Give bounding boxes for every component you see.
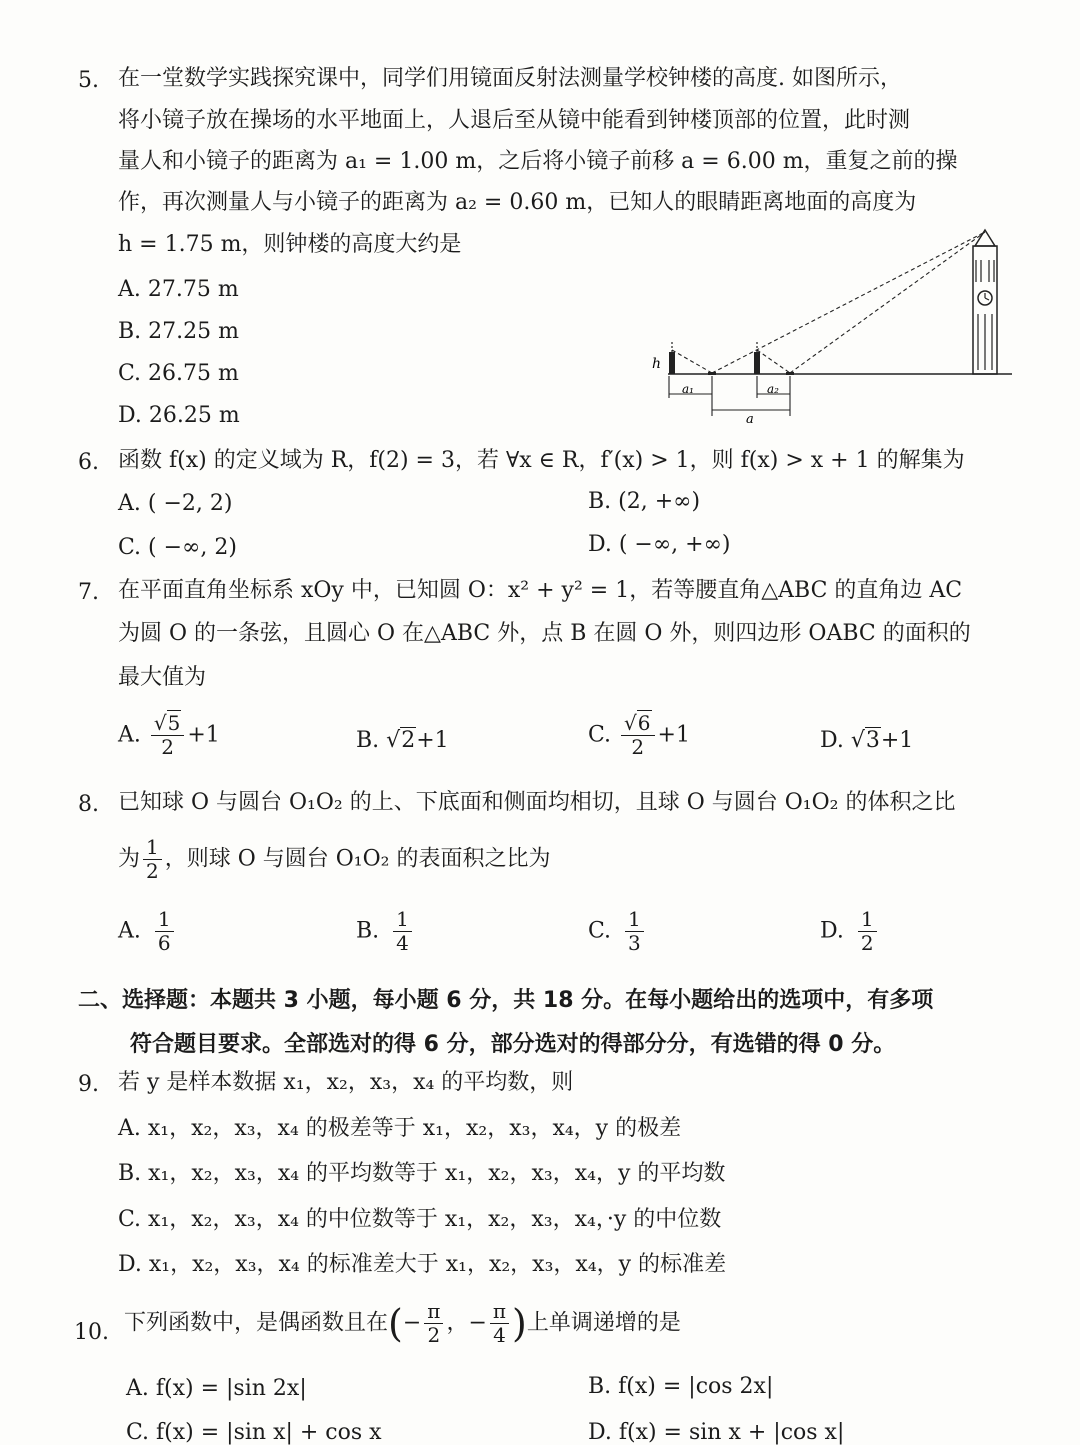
q5-mirror-figure: [640, 222, 1020, 432]
q5-line-3: 量人和小镜子的距离为 a₁ = 1.00 m，之后将小镜子前移 a = 6.00 m，重复之前的操: [118, 149, 958, 174]
person-1-icon: [669, 352, 675, 374]
person-2-icon: [754, 352, 760, 374]
q9-option-b: B. x₁，x₂，x₃，x₄ 的平均数等于 x₁，x₂，x₃，x₄，y 的平均数: [118, 1161, 726, 1186]
label-a: a: [746, 412, 754, 427]
q5-option-b: B. 27.25 m: [118, 319, 239, 344]
q6-option-a: A. ( −2, 2): [118, 491, 233, 516]
q8-line-2: 为 $\frac{1}{2}$ ，则球 O 与圆台 O₁O₂ 的表面积之比为: [118, 835, 551, 883]
q7-line-1: 在平面直角坐标系 xOy 中，已知圆 O：x² + y² = 1，若等腰直角△ABC 的直角边 AC: [118, 578, 963, 603]
q8-option-d: D. $\frac{1}{2}$: [820, 908, 880, 955]
q9-option-c: C. x₁，x₂，x₃，x₄ 的中位数等于 x₁，x₂，x₃，x₄，·y 的中位数: [118, 1207, 722, 1232]
q8-line-1: 已知球 O 与圆台 O₁O₂ 的上、下底面和侧面均相切，且球 O 与圆台 O₁O₂ 的体积之比: [118, 790, 956, 815]
q5-number: 5.: [78, 68, 99, 93]
q5-option-a: A. 27.75 m: [118, 277, 239, 302]
q10-option-a: A. f(x) = |sin 2x|: [126, 1376, 307, 1401]
q8-number: 8.: [78, 792, 99, 817]
q9-number: 9.: [78, 1072, 99, 1097]
q10-option-d: D. f(x) = sin x + |cos x|: [588, 1420, 845, 1445]
q10-option-c: C. f(x) = |sin x| + cos x: [126, 1420, 382, 1445]
q8-option-b: B. $\frac{1}{4}$: [356, 908, 415, 955]
section-2-instructions: 符合题目要求。全部选对的得 6 分，部分选对的得部分分，有选错的得 0 分。: [130, 1032, 896, 1057]
q10-number: 10.: [74, 1320, 109, 1345]
section-2-heading: 二、选择题：本题共 3 小题，每小题 6 分，共 18 分。在每小题给出的选项中，有多项: [78, 988, 934, 1013]
q5-option-d: D. 26.25 m: [118, 403, 240, 428]
q7-line-2: 为圆 O 的一条弦，且圆心 O 在△ABC 外，点 B 在圆 O 外，则四边形 OABC 的面积的: [118, 621, 971, 646]
q10-stem: 下列函数中，是偶函数且在(− $\frac{\pi}{2}$ ，− $\frac{\pi}{4}$ )上单调递增的是: [124, 1299, 681, 1347]
q6-stem: 函数 f(x) 的定义域为 R，f(2) = 3，若 ∀x ∈ R，f′(x) > 1，则 f(x) > x + 1 的解集为: [118, 448, 965, 473]
q7-number: 7.: [78, 580, 99, 605]
q9-stem: 若 y 是样本数据 x₁，x₂，x₃，x₄ 的平均数，则: [118, 1070, 574, 1095]
q7-option-c: C. $\frac{√6}{2}$ +1: [588, 711, 690, 759]
q6-option-d: D. ( −∞, +∞): [588, 532, 731, 557]
q5-line-4: 作，再次测量人与小镜子的距离为 a₂ = 0.60 m，已知人的眼睛距离地面的高度为: [118, 190, 917, 215]
q5-option-c: C. 26.75 m: [118, 361, 239, 386]
q10-option-b: B. f(x) = |cos 2x|: [588, 1374, 774, 1399]
q5-line-1: 在一堂数学实践探究课中，同学们用镜面反射法测量学校钟楼的高度. 如图所示，: [118, 66, 902, 91]
q5-line-5: h = 1.75 m，则钟楼的高度大约是: [118, 232, 462, 257]
q8-option-c: C. $\frac{1}{3}$: [588, 908, 647, 955]
q7-line-3: 最大值为: [118, 665, 207, 690]
q9-option-a: A. x₁，x₂，x₃，x₄ 的极差等于 x₁，x₂，x₃，x₄，y 的极差: [118, 1116, 682, 1141]
q6-option-b: B. (2, +∞): [588, 489, 701, 514]
clock-tower-icon: [973, 230, 997, 374]
label-a1: a₁: [682, 382, 694, 396]
label-a2: a₂: [767, 382, 779, 396]
q7-option-b: B. √2+1: [356, 728, 449, 753]
q7-option-d: D. √3+1: [820, 728, 914, 753]
q9-option-d: D. x₁，x₂，x₃，x₄ 的标准差大于 x₁，x₂，x₃，x₄，y 的标准差: [118, 1252, 727, 1277]
q7-option-a: A. $\frac{√5}{2}$ +1: [118, 711, 220, 759]
q8-option-a: A. $\frac{1}{6}$: [118, 908, 177, 955]
q6-number: 6.: [78, 450, 99, 475]
label-h: h: [652, 356, 662, 372]
q5-line-2: 将小镜子放在操场的水平地面上，人退后至从镜中能看到钟楼顶部的位置，此时测: [118, 108, 911, 133]
q6-option-c: C. ( −∞, 2): [118, 535, 237, 560]
